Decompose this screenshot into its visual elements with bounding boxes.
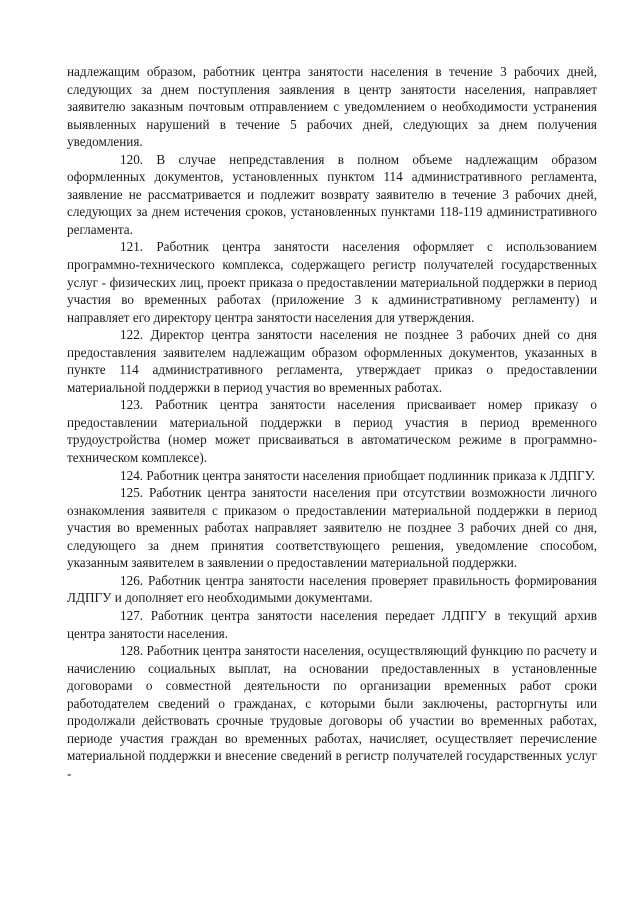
paragraph-121: 121. Работник центра занятости населения оформляет с использованием программно-технического комплекса, содержащего регистр получателей государственных услуг - физических лиц, проект приказа о предоставлении материальной поддержки в период участия во временных работах (приложение 3 к административному регламенту) и направляет его директору центра занятости населения для утверждения. xyxy=(67,239,597,325)
paragraph-123: 123. Работник центра занятости населения присваивает номер приказу о предоставлении материальной поддержки в период участия в период временного трудоустройства (номер может присваиваться в автоматическом режиме в программно-техническом комплексе). xyxy=(67,397,597,466)
paragraph-128: 128. Работник центра занятости населения, осуществляющий функцию по расчету и начислению социальных выплат, на основании предоставленных в установленные договорами о совместной деятельности по организации временных работ сроки работодателем сведений о гражданах, с которыми были заключены, расторгнуты или продолжали действовать срочные трудовые договоры об участии во временных работах, периоде участия граждан во временных работах, начисляет, осуществляет перечисление материальной поддержки и внесение сведений в регистр получателей государственных услуг - xyxy=(67,643,597,781)
paragraph-124: 124. Работник центра занятости населения приобщает подлинник приказа к ЛДПГУ. xyxy=(120,467,596,483)
paragraph-126: 126. Работник центра занятости населения проверяет правильность формирования ЛДПГУ и дополняет его необходимыми документами. xyxy=(67,572,597,606)
paragraph-122: 122. Директор центра занятости населения не позднее 3 рабочих дней со дня предоставления заявителем надлежащим образом оформленных документов, указанных в пункте 114 административного регламента, утверждает приказ о предоставлении материальной поддержки в период участия во временных работах. xyxy=(67,327,597,395)
paragraph-125: 125. Работник центра занятости населения при отсутствии возможности личного ознакомления заявителя с приказом о предоставлении материальной поддержки в период участия во временных работах направляет заявителю не позднее 3 рабочих дней со дня, следующего за днем принятия соответствующего решения, уведомление способом, указанным заявителем в заявлении о предоставлении материальной поддержки. xyxy=(67,485,597,571)
paragraph-119-continuation: надлежащим образом, работник центра занятости населения в течение 3 рабочих дней, следующих за днем поступления заявления в центр занятости населения, направляет заявителю заказным почтовым отправлением с уведомлением о необходимости устранения выявленных нарушений в течение 5 рабочих дней, следующих за днем получения уведомления. xyxy=(67,64,597,150)
paragraph-120: 120. В случае непредставления в полном объеме надлежащим образом оформленных документов, установленных пунктом 114 административного регламента, заявление не рассматривается и подлежит возврату заявителю в течение 3 рабочих дней, следующих за днем истечения сроков, установленных пунктами 118-119 административного регламента. xyxy=(67,151,597,237)
paragraph-127: 127. Работник центра занятости населения передает ЛДПГУ в текущий архив центра занятости населения. xyxy=(67,607,597,641)
document-page xyxy=(67,63,597,782)
